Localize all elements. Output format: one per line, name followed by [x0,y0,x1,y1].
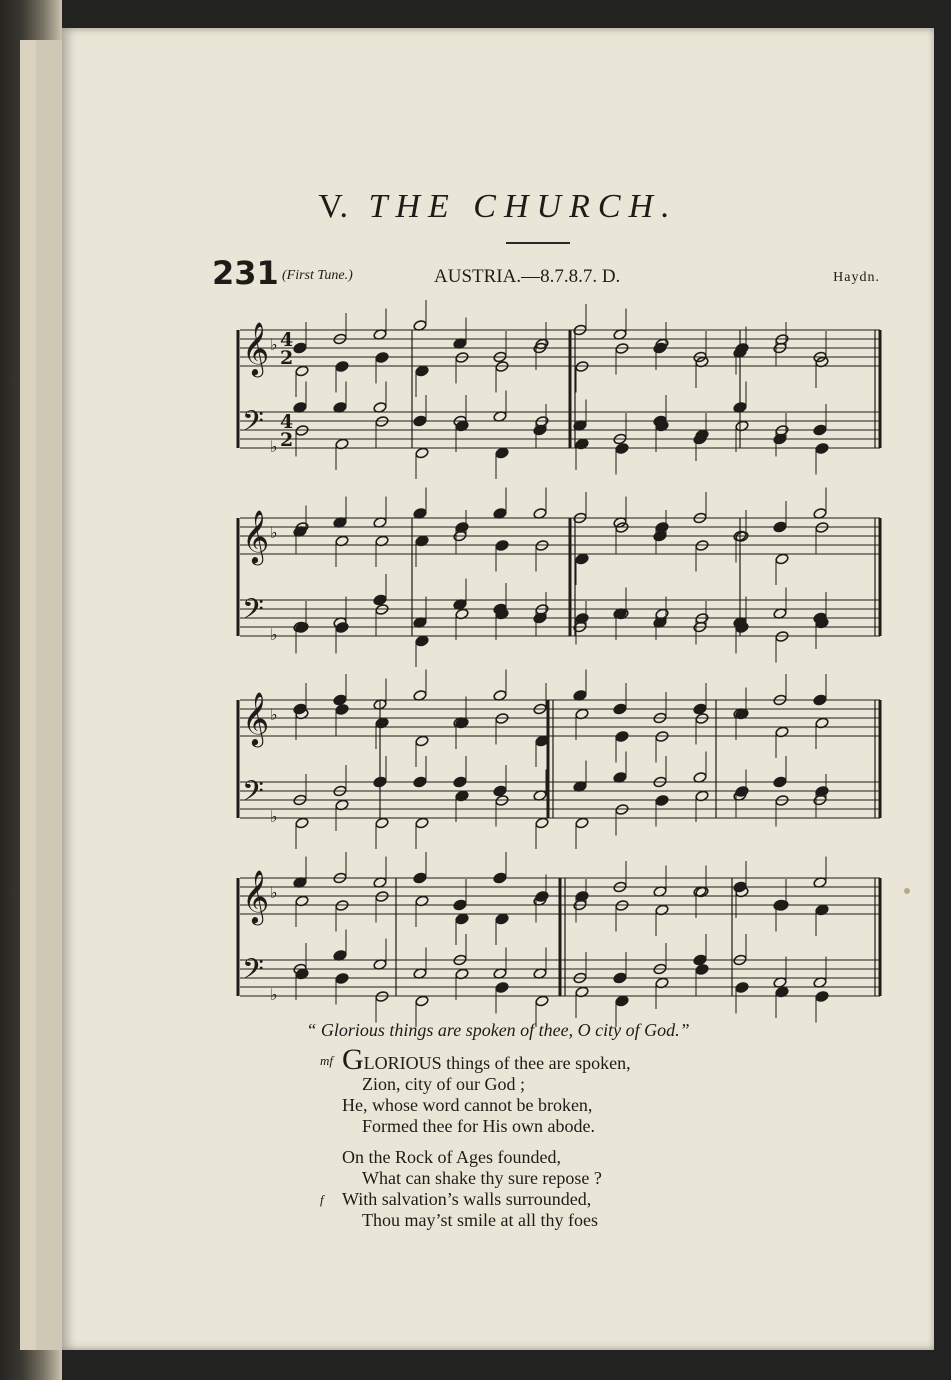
bass-clef: 𝄢 [242,593,264,633]
key-signature-flat: ♭ [270,437,278,456]
note-head [495,447,509,459]
verse-line: Formed thee for His own abode. [362,1116,595,1136]
note-head [813,694,827,706]
key-signature-flat: ♭ [270,985,278,1004]
treble-clef: 𝄞 [242,869,270,923]
note-head [813,424,827,436]
hymn-verse [320,1043,762,1231]
key-signature-flat: ♭ [270,625,278,644]
note-head [373,776,387,788]
treble-clef: 𝄞 [242,321,270,375]
note-head [335,704,349,716]
note-head [613,703,627,715]
key-signature-flat: ♭ [270,883,278,902]
note-head [335,622,349,634]
tune-note: (First Tune.) [282,268,353,283]
note-head [455,522,469,534]
note-head [575,613,589,625]
note-head [453,776,467,788]
time-signature: 4 [280,411,294,433]
note-head [495,913,509,925]
time-signature: 4 [280,329,294,351]
verse-line [320,1189,762,1210]
stanza-gap [342,1137,762,1147]
note-head [455,913,469,925]
note-head [415,817,429,829]
note-head [775,553,789,565]
note-head [453,899,467,911]
verse-line: He, whose word cannot be broken, [342,1095,593,1115]
section-heading [62,188,934,226]
hymn-motto: “ Glorious things are spoken of thee, O city of God.” [306,1020,690,1040]
note-head [615,995,629,1007]
note-head [413,776,427,788]
paper-spot [904,888,910,894]
key-signature-flat: ♭ [270,807,278,826]
treble-clef: 𝄞 [242,509,270,563]
treble-clef: 𝄞 [242,691,270,745]
note-head [815,991,829,1003]
note-head [535,817,549,829]
bass-clef: 𝄢 [242,775,264,815]
note-head [333,694,347,706]
bass-clef: 𝄢 [242,405,264,445]
note-head [735,786,749,798]
tune-name: AUSTRIA.—8.7.8.7. D. [434,266,621,287]
bass-clef: 𝄢 [242,953,264,993]
note-head [535,891,549,903]
note-head [773,521,787,533]
verse-line: Zion, city of our God ; [362,1074,525,1094]
note-head [495,982,509,994]
note-head [615,443,629,455]
verse-line: What can shake thy sure repose ? [362,1168,602,1188]
note-head [655,522,669,534]
hymn-number: 231 [212,254,279,292]
note-head [415,735,429,747]
section-title: THE CHURCH. [368,188,678,225]
note-head [415,635,429,647]
note-head [295,365,309,377]
composer: Haydn. [833,270,880,285]
note-head [493,785,507,797]
note-head [415,447,429,459]
note-head [735,343,749,355]
note-head [535,995,549,1007]
note-head [773,776,787,788]
note-head [615,731,629,743]
key-signature-flat: ♭ [270,705,278,724]
note-head [735,982,749,994]
note-head [693,954,707,966]
note-head [415,365,429,377]
note-head [575,553,589,565]
verse-line: Thou may’st smile at all thy foes [362,1210,598,1230]
note-head [375,352,389,364]
page-edge [36,40,63,1350]
note-head [655,795,669,807]
note-head [295,817,309,829]
key-signature-flat: ♭ [270,335,278,354]
drop-cap: G [342,1043,364,1076]
note-head [373,594,387,606]
note-head [415,995,429,1007]
note-head [335,973,349,985]
note-head [693,703,707,715]
hymn-header [212,254,880,294]
note-head [575,891,589,903]
verse-line [320,1043,762,1076]
verse-line: On the Rock of Ages founded, [342,1147,561,1167]
dynamic-marking: mf [320,1053,333,1068]
note-head [293,342,307,354]
key-signature-flat: ♭ [270,523,278,542]
note-head [335,361,349,373]
section-number: V. [318,188,350,225]
note-head [613,972,627,984]
note-head [413,872,427,884]
dynamic-marking: f [320,1192,324,1207]
verse-line-text: LORIOUS things of thee are spoken, [363,1053,631,1073]
note-head [815,786,829,798]
note-head [495,540,509,552]
time-signature: 2 [280,429,294,451]
note-head [413,415,427,427]
time-signature: 2 [280,347,294,369]
heading-rule [506,242,570,244]
verse-line-text: With salvation’s walls surrounded, [342,1189,592,1209]
score-engraving [176,300,886,1040]
note-head [575,817,589,829]
music-score [176,300,886,1040]
note-head [815,443,829,455]
book-page [62,28,934,1350]
note-head [375,817,389,829]
note-head [493,872,507,884]
note-head [695,964,709,976]
